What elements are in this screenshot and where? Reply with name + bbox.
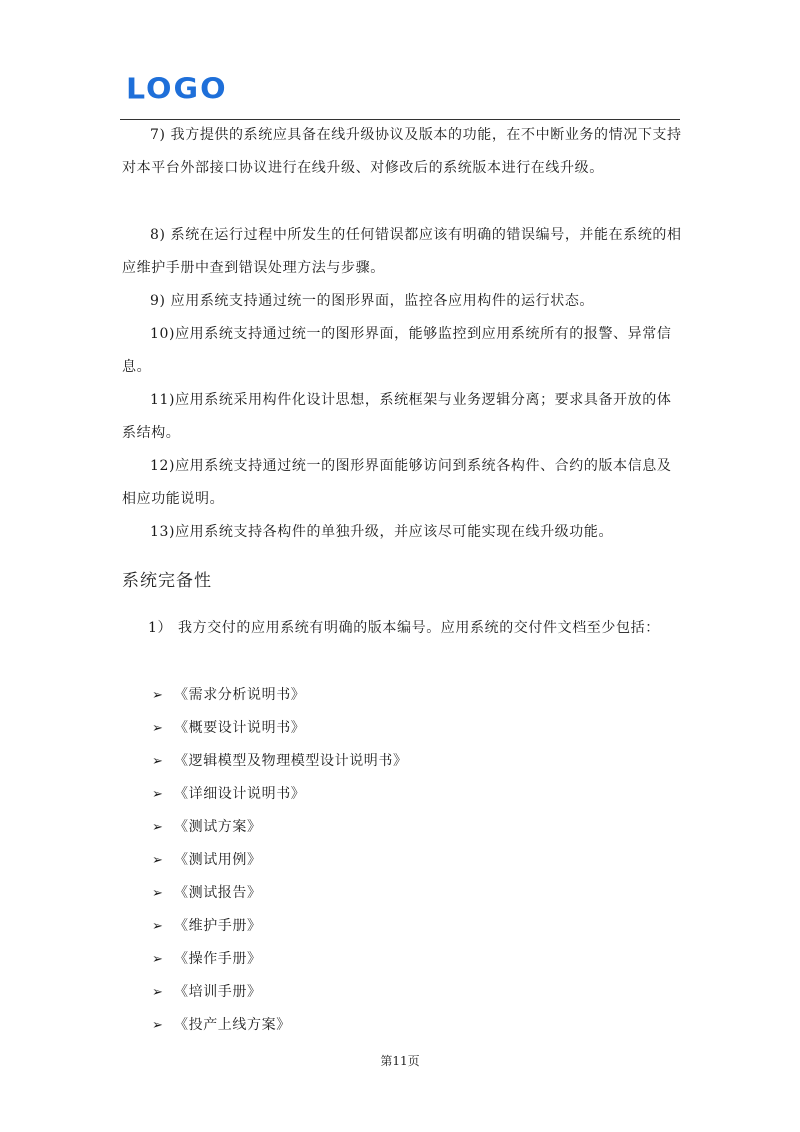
arrow-bullet-icon: ➢ bbox=[152, 1018, 164, 1033]
list-item: ➢ 《测试用例》 bbox=[152, 844, 408, 877]
numbered-item-1 bbox=[122, 612, 682, 645]
list-item: ➢ 《操作手册》 bbox=[152, 943, 408, 976]
section-heading: 系统完备性 bbox=[122, 571, 212, 591]
list-item: ➢ 《维护手册》 bbox=[152, 910, 408, 943]
arrow-bullet-icon: ➢ bbox=[152, 985, 164, 1000]
arrow-bullet-icon: ➢ bbox=[152, 820, 164, 835]
list-item: ➢ 《逻辑模型及物理模型设计说明书》 bbox=[152, 745, 408, 778]
paragraph-8: 8) 系统在运行过程中所发生的任何错误都应该有明确的错误编号，并能在系统的相应维护手册中查到错误处理方法与步骤。 bbox=[122, 227, 682, 276]
company-logo: LOGO bbox=[126, 72, 228, 107]
list-item: ➢ 《需求分析说明书》 bbox=[152, 679, 408, 712]
list-item: ➢ 《培训手册》 bbox=[152, 976, 408, 1009]
list-item: ➢ 《测试方案》 bbox=[152, 811, 408, 844]
paragraph-13: 13)应用系统支持各构件的单独升级，并应该尽可能实现在线升级功能。 bbox=[150, 524, 614, 540]
arrow-bullet-icon: ➢ bbox=[152, 787, 164, 802]
paragraph-7: 7) 我方提供的系统应具备在线升级协议及版本的功能，在不中断业务的情况下支持对本平台外部接口协议进行在线升级、对修改后的系统版本进行在线升级。 bbox=[122, 127, 682, 176]
paragraph-11: 11)应用系统采用构件化设计思想，系统框架与业务逻辑分离；要求具备开放的体系结构。 bbox=[122, 392, 672, 441]
paragraph-10: 10)应用系统支持通过统一的图形界面，能够监控到应用系统所有的报警、异常信息。 bbox=[122, 326, 672, 375]
arrow-bullet-icon: ➢ bbox=[152, 721, 164, 736]
item-number: 1） bbox=[148, 620, 173, 636]
paragraph-9: 9) 应用系统支持通过统一的图形界面，监控各应用构件的运行状态。 bbox=[150, 293, 595, 309]
page-number: 第11页 bbox=[380, 1054, 420, 1068]
deliverable-document-list bbox=[152, 679, 408, 1042]
arrow-bullet-icon: ➢ bbox=[152, 754, 164, 769]
arrow-bullet-icon: ➢ bbox=[152, 853, 164, 868]
list-item: ➢ 《详细设计说明书》 bbox=[152, 778, 408, 811]
list-item: ➢ 《投产上线方案》 bbox=[152, 1009, 408, 1042]
paragraph-12: 12)应用系统支持通过统一的图形界面能够访问到系统各构件、合约的版本信息及相应功能说明。 bbox=[122, 458, 672, 507]
arrow-bullet-icon: ➢ bbox=[152, 919, 164, 934]
item-text: 我方交付的应用系统有明确的版本编号。应用系统的交付件文档至少包括： bbox=[178, 620, 660, 636]
arrow-bullet-icon: ➢ bbox=[152, 886, 164, 901]
list-item: ➢ 《概要设计说明书》 bbox=[152, 712, 408, 745]
list-item: ➢ 《测试报告》 bbox=[152, 877, 408, 910]
arrow-bullet-icon: ➢ bbox=[152, 952, 164, 967]
arrow-bullet-icon: ➢ bbox=[152, 688, 164, 703]
